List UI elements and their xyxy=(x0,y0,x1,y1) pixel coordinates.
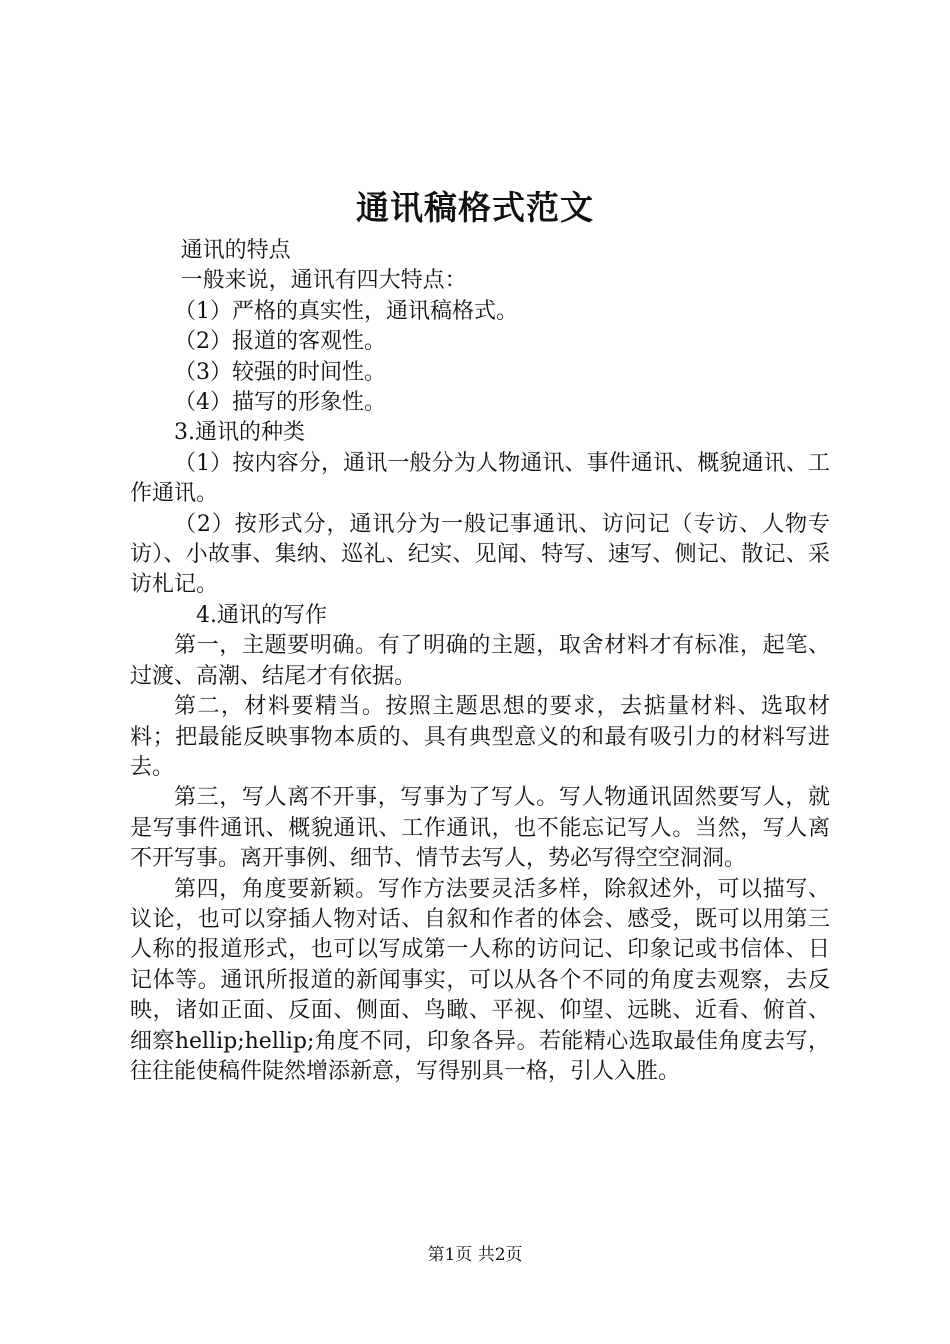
paragraph-heading-writing: 4.通讯的写作 xyxy=(196,602,327,628)
paragraph-writing-first: 第一，主题要明确。有了明确的主题，取舍材料才有标准，起笔、过渡、高潮、结尾才有依据。 xyxy=(130,633,830,689)
paragraph-heading-types: 3.通讯的种类 xyxy=(174,420,305,446)
document-body xyxy=(130,236,830,1087)
document-title: 通讯稿格式范文 xyxy=(356,188,594,227)
paragraph-types-content: （1）按内容分，通讯一般分为人物通讯、事件通讯、概貌通讯、工作通讯。 xyxy=(130,450,830,507)
paragraph-writing-fourth: 第四，角度要新颖。写作方法要灵活多样，除叙述外，可以描写、议论，也可以穿插人物对话、自叙和作者的体会、感受，既可以用第三人称的报道形式，也可以写成第一人称的访问记、印象记或书信体、日记体等。通讯所报道的新闻事实，可以从各个不同的角度去观察，去反映，诸如正面、反面、侧面、鸟瞰、平视、仰望、远眺、近看、俯首、细察hellip;hellip;角度不同，印象各异。若能精心选取最佳角度去写，往往能使稿件陡然增添新意，写得别具一格，引人入胜。 xyxy=(130,876,830,1084)
paragraph-heading-features: 通讯的特点 xyxy=(180,238,291,263)
paragraph-writing-second: 第二，材料要精当。按照主题思想的要求，去掂量材料、选取材料；把最能反映事物本质的、具有典型意义的和最有吸引力的材料写进去。 xyxy=(130,694,830,780)
paragraph-types-form: （2）按形式分，通讯分为一般记事通讯、访问记（专访、人物专访）、小故事、集纳、巡礼、纪实、见闻、特写、速写、侧记、散记、采访札记。 xyxy=(130,511,830,598)
paragraph-feature-4: （4）描写的形象性。 xyxy=(174,390,386,416)
paragraph-feature-2: （2）报道的客观性。 xyxy=(174,329,386,355)
paragraph-intro: 一般来说，通讯有四大特点： xyxy=(180,268,467,294)
paragraph-feature-1: （1）严格的真实性，通讯稿格式。 xyxy=(174,298,518,324)
paragraph-feature-3: （3）较强的时间性。 xyxy=(174,359,386,385)
page-footer: 第1页 共2页 xyxy=(427,1245,523,1265)
paragraph-writing-third: 第三，写人离不开事，写事为了写人。写人物通讯固然要写人，就是写事件通讯、概貌通讯、工作通讯，也不能忘记写人。当然，写人离不开写事。离开事例、细节、情节去写人，势必写得空空洞洞。 xyxy=(130,785,830,872)
